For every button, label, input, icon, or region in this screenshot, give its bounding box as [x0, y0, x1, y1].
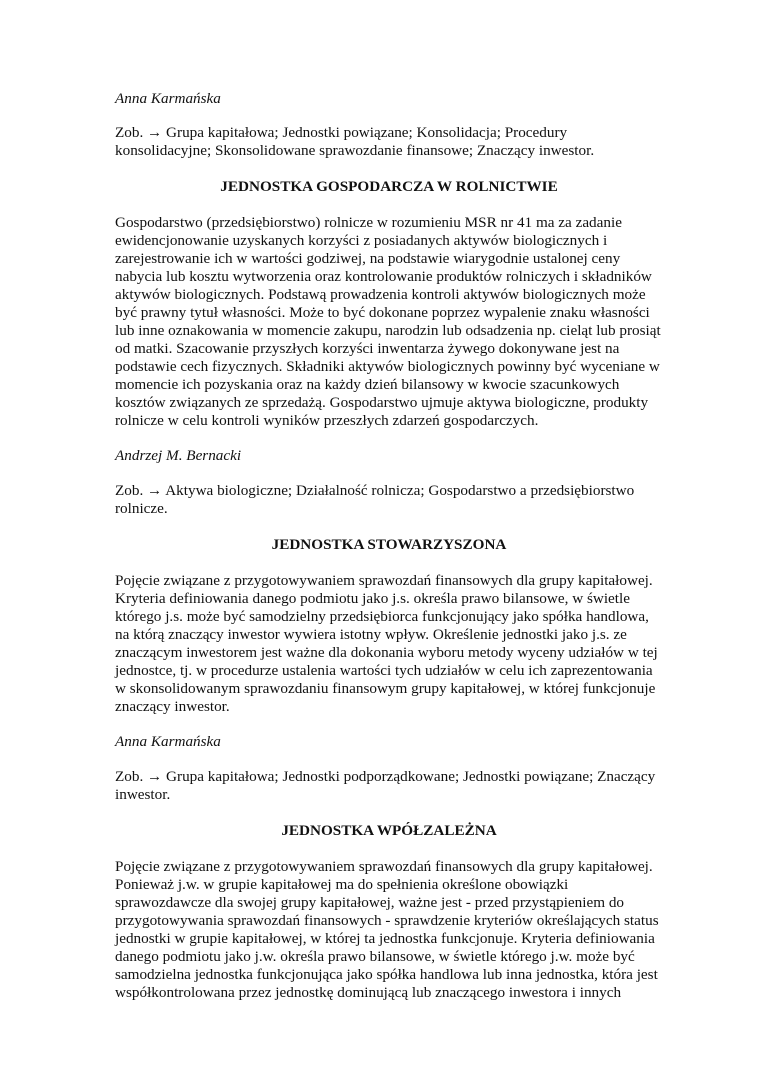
author-signature: Anna Karmańska	[115, 733, 221, 750]
body-line: być prawny tytuł własności. Może to być dokonane poprzez wypalenie znaku własności	[115, 304, 650, 321]
body-line: znaczącym inwestorem jest ważne dla dokonania wyboru metody wyceny udziałów w tej	[115, 644, 658, 661]
body-line: Kryteria definiowania danego podmiotu jako j.s. określa prawo bilansowe, w świetle	[115, 590, 630, 607]
body-line: kosztów związanych ze sprzedażą. Gospodarstwo ujmuje aktywa biologiczne, produkty	[115, 394, 649, 411]
body-line: Ponieważ j.w. w grupie kapitałowej ma do spełnienia określone obowiązki	[115, 876, 569, 893]
see-also-line: Zob. → Grupa kapitałowa; Jednostki powiązane; Konsolidacja; Procedury	[115, 124, 568, 141]
body-line: lub inne oznakowania w momencie zakupu, narodzin lub odsadzenia np. cieląt lub prosiąt	[115, 322, 661, 339]
body-line: Pojęcie związane z przygotowywaniem sprawozdań finansowych dla grupy kapitałowej.	[115, 572, 653, 589]
author-signature: Andrzej M. Bernacki	[115, 447, 242, 464]
body-line: sprawozdawcze dla swojej grupy kapitałowej, ważne jest - przed przystąpieniem do	[115, 894, 625, 911]
body-line: Gospodarstwo (przedsiębiorstwo) rolnicze w rozumieniu MSR nr 41 ma za zadanie	[115, 214, 622, 231]
see-also-references	[115, 482, 663, 518]
entry-heading: JEDNOSTKA STOWARZYSZONA	[271, 536, 507, 553]
body-line: podstawie cech fizycznych. Składniki aktywów biologicznych powinny być wyceniane w	[115, 358, 660, 375]
body-line: przygotowywania sprawozdań finansowych - sprawdzenie kryteriów określających status	[115, 912, 659, 929]
see-also-line: Zob. → Aktywa biologiczne; Działalność rolnicza; Gospodarstwo a przedsiębiorstwo	[115, 482, 635, 499]
see-also-line: inwestor.	[115, 786, 171, 803]
body-line: jednostce, tj. w procedurze ustalenia wartości tych udziałów w celu ich zaprezentowania	[115, 662, 653, 679]
body-line: znaczący inwestor.	[115, 698, 230, 715]
document-page	[115, 90, 663, 1002]
see-also-line: konsolidacyjne; Skonsolidowane sprawozdanie finansowe; Znaczący inwestor.	[115, 142, 595, 159]
entry-body	[115, 214, 663, 430]
body-line: danego podmiotu jako j.w. określa prawo bilansowe, w świetle którego j.w. może być	[115, 948, 635, 965]
entry-heading: JEDNOSTKA WPÓŁZALEŻNA	[281, 822, 497, 839]
body-line: rolnicze w celu kontroli wyników przeszłych zdarzeń gospodarczych.	[115, 412, 539, 429]
body-line: aktywów biologicznych. Podstawą prowadzenia kontroli aktywów biologicznych może	[115, 286, 646, 303]
body-line: nabycia lub kosztu wytworzenia oraz kontrolowanie produktów rolniczych i składników	[115, 268, 652, 285]
body-line: współkontrolowana przez jednostkę dominującą lub znaczącego inwestora i innych	[115, 984, 622, 1001]
entry-body	[115, 572, 663, 716]
body-line: Pojęcie związane z przygotowywaniem sprawozdań finansowych dla grupy kapitałowej.	[115, 858, 653, 875]
author-signature: Anna Karmańska	[115, 90, 221, 107]
body-line: którego j.s. może być samodzielny przedsiębiorca funkcjonujący jako spółka handlowa,	[115, 608, 649, 625]
body-line: od matki. Szacowanie przyszłych korzyści inwentarza żywego dokonywane jest na	[115, 340, 620, 357]
body-line: zarejestrowanie ich w wartości godziwej, na podstawie wiarygodnie ustalonej ceny	[115, 250, 621, 267]
body-line: jednostki w grupie kapitałowej, w której ta jednostka funkcjonuje. Kryteria definiowania	[115, 930, 655, 947]
see-also-line: Zob. → Grupa kapitałowa; Jednostki podporządkowane; Jednostki powiązane; Znaczący	[115, 768, 656, 785]
body-line: momencie ich pozyskania oraz na każdy dzień bilansowy w kwocie szacunkowych	[115, 376, 620, 393]
entry-heading: JEDNOSTKA GOSPODARCZA W ROLNICTWIE	[220, 178, 558, 195]
see-also-line: rolnicze.	[115, 500, 168, 517]
see-also-references	[115, 768, 663, 804]
body-line: w skonsolidowanym sprawozdaniu finansowym grupy kapitałowej, w której funkcjonuje	[115, 680, 656, 697]
body-line: na którą znaczący inwestor wywiera istotny wpływ. Określenie jednostki jako j.s. ze	[115, 626, 627, 643]
entry-body	[115, 858, 663, 1002]
body-line: samodzielna jednostka funkcjonująca jako spółka handlowa lub inna jednostka, która jest	[115, 966, 658, 983]
see-also-references	[115, 124, 663, 160]
body-line: ewidencjonowanie uzyskanych korzyści z posiadanych aktywów biologicznych i	[115, 232, 608, 249]
